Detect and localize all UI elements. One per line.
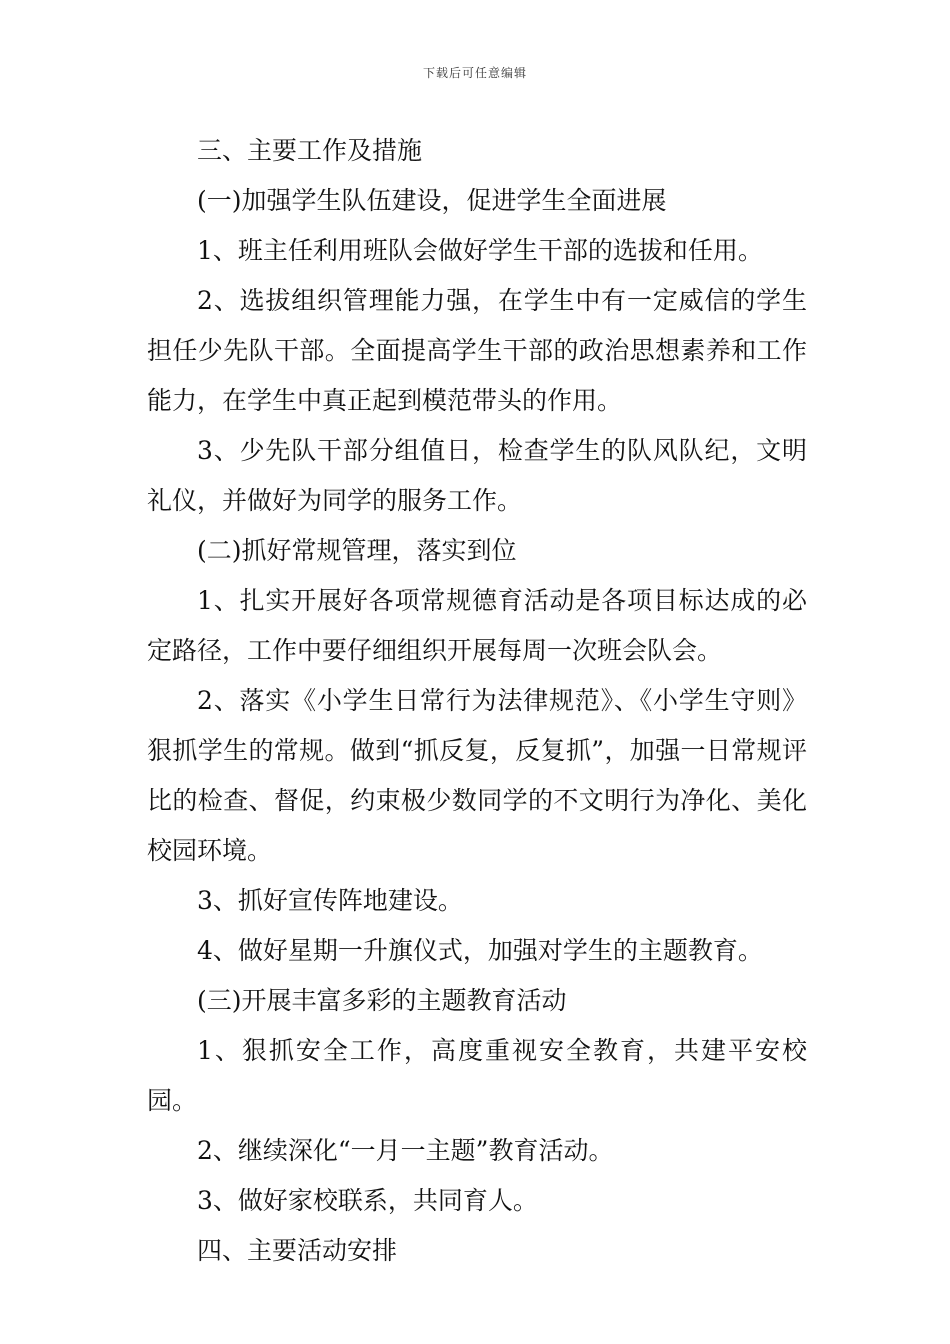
subsection-heading-2: (二)抓好常规管理，落实到位 bbox=[197, 536, 517, 565]
paragraph: 2、继续深化“一月一主题”教育活动。 bbox=[197, 1136, 614, 1165]
section-heading-3: 三、主要工作及措施 bbox=[197, 136, 423, 165]
paragraph: 3、少先队干部分组值日，检查学生的队风队纪，文明礼仪，并做好为同学的服务工作。 bbox=[147, 436, 807, 515]
paragraph: 2、选拔组织管理能力强，在学生中有一定威信的学生担任少先队干部。全面提高学生干部的政治思想素养和工作能力，在学生中真正起到模范带头的作用。 bbox=[147, 286, 807, 415]
paragraph: 4、做好星期一升旗仪式，加强对学生的主题教育。 bbox=[197, 936, 763, 965]
section-heading-4: 四、主要活动安排 bbox=[197, 1236, 398, 1265]
paragraph: 1、狠抓安全工作，高度重视安全教育，共建平安校园。 bbox=[147, 1036, 807, 1115]
subsection-heading-3: (三)开展丰富多彩的主题教育活动 bbox=[197, 986, 567, 1015]
page-header: 下载后可任意编辑 bbox=[422, 66, 527, 80]
paragraph: 1、扎实开展好各项常规德育活动是各项目标达成的必定路径，工作中要仔细组织开展每周一次班会队会。 bbox=[147, 586, 807, 665]
paragraph: 3、抓好宣传阵地建设。 bbox=[197, 886, 463, 915]
paragraph: 3、做好家校联系，共同育人。 bbox=[197, 1186, 538, 1215]
document-body bbox=[147, 126, 807, 1276]
paragraph: 1、班主任利用班队会做好学生干部的选拔和任用。 bbox=[197, 236, 763, 265]
subsection-heading-1: (一)加强学生队伍建设，促进学生全面进展 bbox=[197, 186, 667, 215]
paragraph: 2、落实《小学生日常行为法律规范》、《小学生守则》狠抓学生的常规。做到“抓反复，反复抓”，加强一日常规评比的检查、督促，约束极少数同学的不文明行为净化、美化校园环境。 bbox=[147, 686, 807, 865]
